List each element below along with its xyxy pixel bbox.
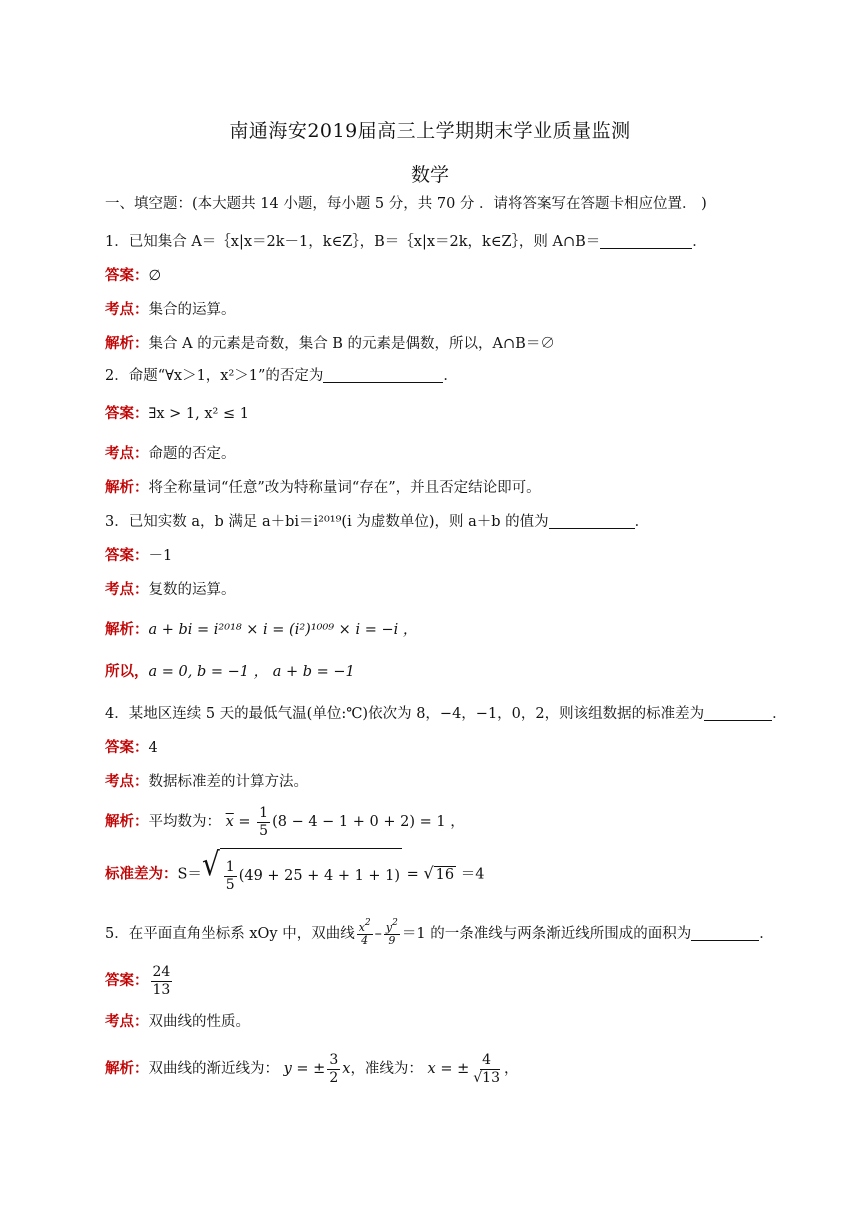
q1-topic-line: [105, 300, 236, 320]
q5-answer-label: 答案：: [105, 972, 149, 989]
q3-analysis-line: [105, 620, 417, 640]
q4-analysis-label: 解析：: [105, 813, 149, 830]
q4-topic-value: 数据标准差的计算方法。: [148, 774, 308, 790]
asymptote-eq: y = ±: [283, 1061, 326, 1077]
subject-heading: 数学: [410, 164, 449, 186]
q3-topic-label: 考点：: [105, 581, 149, 598]
q4-analysis-line: [105, 802, 465, 842]
q4-sqrt-16: 16: [435, 866, 455, 883]
q3-conclusion-line: [105, 662, 355, 682]
q3-so-label: 所以，: [105, 663, 149, 680]
q5-analysis-part-a: 双曲线的渐近线为：: [148, 1061, 279, 1077]
q1-stem-text: 1．已知集合 A＝｛x|x＝2k－1，k∈Z｝，B＝｛x|x＝2k，k∈Z｝，则 A∩B＝: [105, 234, 601, 250]
q4-answer-line: [105, 738, 158, 758]
q1-topic-label: 考点：: [105, 301, 149, 318]
q2-stem-text: 2．命题“∀x＞1，x²＞1”的否定为: [105, 368, 324, 384]
q2-topic-line: [105, 444, 236, 464]
fraction-3-over-2: $\frac{3}{2}$: [329, 1051, 339, 1086]
q2-topic-value: 命题的否定。: [148, 446, 236, 462]
fraction-y2-over-9: $\frac{y^2}{9}$: [385, 917, 398, 947]
q4-stddev-mid: =: [402, 866, 424, 883]
q4-topic-label: 考点：: [105, 773, 149, 790]
q5-answer-line: [105, 958, 174, 1004]
page-title: 南通海安2019届高三上学期期末学业质量监测: [229, 120, 631, 142]
q4-answer-label: 答案：: [105, 739, 149, 756]
q1-analysis-line: [105, 334, 555, 354]
q5-analysis-part-c: ，: [504, 1061, 519, 1077]
q4-stddev-line: [105, 845, 485, 901]
q5-analysis-label: 解析：: [105, 1060, 149, 1077]
q5-analysis-line: [105, 1046, 519, 1092]
q5-blank: [691, 926, 759, 941]
small-radical-icon: √: [423, 863, 434, 883]
q4-stddev-prefix: S＝: [177, 866, 202, 883]
q5-topic-value: 双曲线的性质。: [148, 1014, 250, 1030]
directrix-eq: x = ±: [427, 1061, 470, 1077]
q3-topic-line: [105, 580, 236, 600]
q4-stddev-expression: (49 + 25 + 4 + 1 + 1): [238, 868, 401, 884]
q3-conclusion-value: a = 0, b = −1 ， a + b = −1: [148, 664, 355, 680]
q3-answer-label: 答案：: [105, 547, 149, 564]
q2-stem: 2．命题“∀x＞1，x²＞1”的否定为 ．: [105, 368, 458, 384]
q3-answer-value: －1: [148, 548, 173, 564]
asymptote-x: x: [342, 1061, 351, 1077]
sqrt13-radical-icon: √: [473, 1069, 483, 1086]
radical-icon: √: [201, 845, 220, 884]
q5-stem-part-a: 5．在平面直角坐标系 xOy 中，双曲线: [105, 926, 355, 942]
q4-topic-line: [105, 772, 308, 792]
q4-answer-value: 4: [148, 740, 158, 756]
q2-analysis-label: 解析：: [105, 479, 149, 496]
q5-answer-denominator: 13: [152, 981, 171, 998]
q5-topic-label: 考点：: [105, 1013, 149, 1030]
q4-stem: 4．某地区连续 5 天的最低气温(单位:℃)依次为 8，−4，−1，0，2，则该组数据的标准差为 ．: [105, 706, 787, 722]
q3-analysis-label: 解析：: [105, 621, 149, 638]
q5-topic-line: [105, 1012, 250, 1032]
q4-analysis-prefix: 平均数为：: [148, 814, 221, 830]
q2-answer-label: 答案：: [105, 405, 149, 422]
q4-stddev-result: ＝4: [456, 866, 485, 883]
fraction-4-over-sqrt13: $\frac{4}{√13}$: [473, 1051, 500, 1086]
q5-stem-part-b: ＝1 的一条准线与两条渐近线所围成的面积为: [401, 926, 692, 942]
q4-blank: [704, 706, 772, 721]
q5-answer-fraction: [151, 964, 173, 999]
q1-answer-line: [105, 266, 161, 286]
q1-stem: 1．已知集合 A＝｛x|x＝2k－1，k∈Z｝，B＝｛x|x＝2k，k∈Z｝，则 A∩B＝ ．: [105, 234, 707, 250]
mean-symbol: $\overline{x}$: [225, 814, 234, 830]
q2-blank: [323, 368, 443, 383]
q4-stem-text: 4．某地区连续 5 天的最低气温(单位:℃)依次为 8，−4，−1，0，2，则该组数据的标准差为: [105, 706, 705, 722]
fraction-one-fifth-2: $\frac{1}{5}$: [225, 858, 235, 893]
q2-analysis-line: [105, 478, 541, 498]
q1-answer-label: 答案：: [105, 267, 149, 284]
q4-stddev-label: 标准差为：: [105, 865, 178, 883]
q1-analysis-value: 集合 A 的元素是奇数，集合 B 的元素是偶数，所以，A∩B＝∅: [148, 336, 555, 352]
q5-stem: 5．在平面直角坐标系 xOy 中，双曲线 $\frac{x^2}{4}$ – $\frac{y^2}{9}$ ＝1 的一条准线与两条渐近线所围成的面积为 ．: [105, 917, 774, 947]
sqrt-expression: [201, 845, 402, 901]
q2-answer-value: ∃x > 1, x² ≤ 1: [148, 406, 249, 422]
q1-analysis-label: 解析：: [105, 335, 149, 352]
q3-stem: 3．已知实数 a，b 满足 a＋bi＝i²⁰¹⁹(i 为虚数单位)，则 a＋b 的值为 ．: [105, 514, 650, 530]
q3-analysis-value: a + bi = i²⁰¹⁸ × i = (i²)¹⁰⁰⁹ × i = −i ，: [148, 622, 418, 638]
q3-stem-text: 3．已知实数 a，b 满足 a＋bi＝i²⁰¹⁹(i 为虚数单位)，则 a＋b 的值为: [105, 514, 549, 530]
equals-sign: =: [238, 814, 251, 830]
q5-answer-numerator: 24: [152, 963, 171, 980]
q2-analysis-value: 将全称量词“任意”改为特称量词“存在”，并且否定结论即可。: [148, 480, 541, 496]
section-header: 一、填空题：(本大题共 14 小题，每小题 5 分，共 70 分 ．请将答案写在答题卡相应位置． ): [105, 196, 707, 212]
q5-analysis-part-b: ，准线为：: [350, 1061, 423, 1077]
q1-blank: [600, 234, 692, 249]
q1-topic-value: 集合的运算。: [148, 302, 236, 318]
q1-answer-value: ∅: [148, 268, 162, 284]
q3-answer-line: [105, 546, 172, 566]
q4-mean-expression: (8 − 4 − 1 + 0 + 2) = 1 ，: [272, 814, 465, 830]
q3-blank: [549, 514, 635, 529]
fraction-one-fifth: $\frac{1}{5}$: [259, 804, 269, 839]
q2-answer-line: [105, 404, 249, 424]
q3-topic-value: 复数的运算。: [148, 582, 236, 598]
q2-topic-label: 考点：: [105, 445, 149, 462]
fraction-x2-over-4: $\frac{x^2}{4}$: [358, 917, 371, 947]
